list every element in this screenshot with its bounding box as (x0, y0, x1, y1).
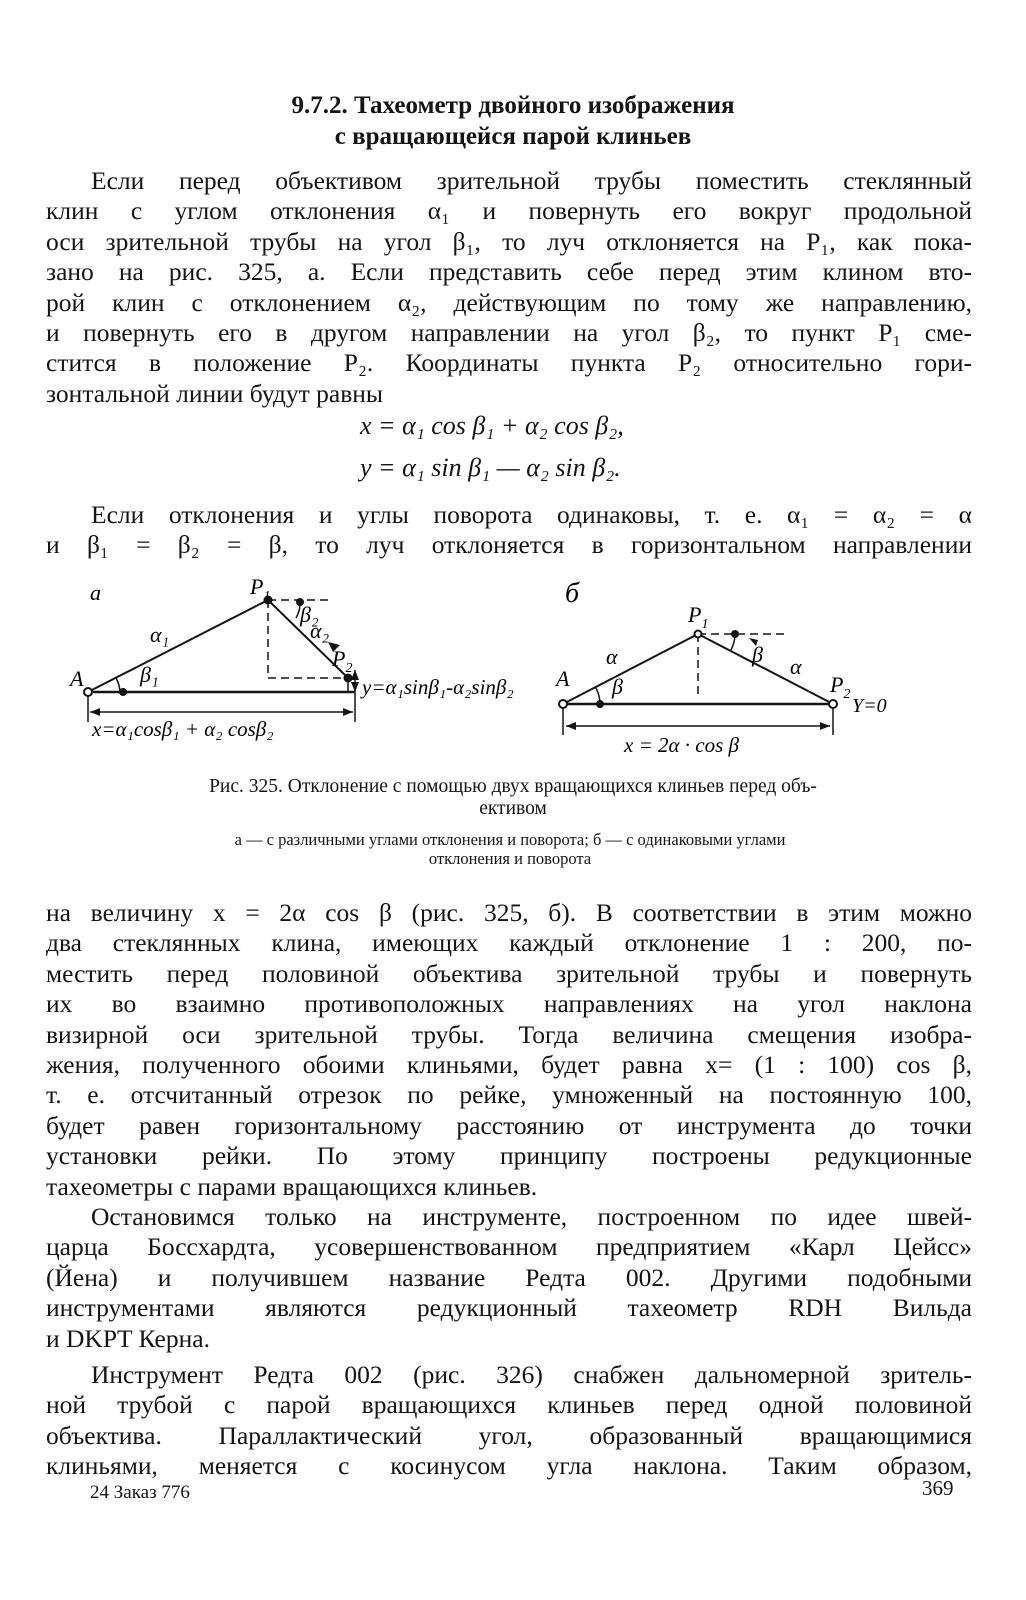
paragraph-line: (Йена) и получившем название Редта 002. Другими подобными (46, 1262, 972, 1292)
paragraph-line: и повернуть его в другом направлении на угол β₂, то пункт P₁ сме- (46, 318, 972, 348)
ray-alpha1 (88, 600, 268, 692)
paragraph-line: тахеометры с парами вращающихся клиньев. (46, 1171, 538, 1201)
page-number: 369 (922, 1476, 954, 1500)
paragraph-line: рой клин с отклонением α₂, действующим по тому же направлению, (46, 287, 972, 317)
paragraph-line: визирной оси зрительной трубы. Тогда величина смещения изобра- (46, 1019, 972, 1049)
paragraph-line: Инструмент Редта 002 (рис. 326) снабжен дальномерной зритель- (91, 1360, 972, 1389)
label-x-a: x=α₁cosβ₁ + α₂ cosβ₂ (92, 717, 274, 741)
label-x-b: x = 2α · cos β (624, 733, 739, 757)
figure-caption-line1: Рис. 325. Отклонение с помощью двух вращающихся клиньев перед объ- (209, 776, 817, 797)
paragraph-line: клин с углом отклонения α₁ и повернуть его вокруг продольной (46, 196, 972, 226)
label-p2-a: $P_2$ (332, 646, 353, 676)
ray-alpha-right (698, 634, 833, 704)
figure-325 (0, 570, 1026, 770)
paragraph-line: зано на рис. 325, а. Если представить себе перед этим клином вто- (46, 257, 972, 287)
paragraph-line: два стеклянных клина, имеющих каждый отклонение 1 : 200, по- (46, 928, 972, 958)
label-alpha-left: α (606, 644, 618, 669)
paragraph-line: оси зрительной трубы на угол β₁, то луч отклоняется на P₁, как пока- (46, 226, 972, 256)
paragraph-2 (46, 500, 972, 561)
label-beta1: β₁ (140, 662, 159, 687)
label-p1-b: $P_1$ (688, 602, 709, 632)
paragraph-1 (46, 166, 972, 409)
paragraph-line: т. е. отсчитанный отрезок по рейке, умноженный на постоянную 100, (46, 1080, 972, 1110)
equation-x: x = α₁ cos β₁ + α₂ cos β₂, (360, 411, 624, 440)
panel-label-a: а (90, 580, 101, 605)
paragraph-line: Остановимся только на инструменте, построенном по идее швей- (91, 1202, 972, 1231)
label-alpha2: α₂ (310, 618, 330, 643)
paragraph-line: их во взаимно противоположных направлениях на угол наклона (46, 989, 972, 1019)
paragraph-line: царца Боссхардта, усовершенствованном предприятием «Карл Цейсс» (46, 1232, 972, 1262)
paragraph-line: и DKPT Керна. (46, 1323, 210, 1353)
panel-label-b: б (565, 578, 580, 609)
label-p2-b: $P_2$ (830, 672, 851, 702)
label-point-a-b: A (556, 666, 570, 691)
label-beta-right: β (752, 642, 763, 667)
paragraph-line: инструментами являются редукционный тахеометр RDH Вильда (46, 1293, 972, 1323)
paragraph-line: объектива. Параллактический угол, образованный вращающимися (46, 1420, 972, 1450)
figure-legend-line2: отклонения и поворота (428, 849, 592, 868)
paragraph-3 (46, 898, 972, 1202)
paragraph-line: зонтальной линии будут равны (46, 378, 384, 408)
figure-legend-line1: а — с различными углами отклонения и поворота; б — с одинаковыми углами (234, 830, 786, 849)
paragraph-line: стится в положение P₂. Координаты пункта P₂ относительно гори- (46, 348, 972, 378)
paragraph-line: на величину x = 2α cos β (рис. 325, б). В соответствии в этим можно (46, 898, 972, 927)
paragraph-line: местить перед половиной объектива зрительной трубы и повернуть (46, 958, 972, 988)
paragraph-line: и β₁ = β₂ = β, то луч отклоняется в горизонтальном направлении (46, 530, 972, 560)
paragraph-line: установки рейки. По этому принципу построены редукционные (46, 1141, 972, 1171)
equation-y: y = α₁ sin β₁ — α₂ sin β₂. (360, 453, 621, 482)
paragraph-5 (46, 1360, 972, 1482)
label-beta2: β₂ (300, 602, 319, 627)
paragraph-line: жения, полученного обоими клиньями, будет равна x= (1 : 100) cos β, (46, 1050, 972, 1080)
section-title-line1: 9.7.2. Тахеометр двойного изображения (291, 92, 735, 119)
label-y-b: Y=0 (852, 695, 887, 717)
figure-caption-line2: ективом (479, 798, 547, 819)
paragraph-4 (46, 1202, 972, 1354)
paragraph-line: будет равен горизонтальному расстоянию от инструмента до точки (46, 1110, 972, 1140)
label-p1-a: $P_1$ (250, 574, 271, 604)
paragraph-line: Если перед объективом зрительной трубы поместить стеклянный (91, 166, 972, 195)
label-point-a-a: A (70, 666, 84, 691)
printer-signature: 24 Заказ 776 (90, 1482, 190, 1503)
paragraph-line: Если отклонения и углы поворота одинаковы, т. е. α₁ = α₂ = α (91, 500, 972, 529)
paragraph-line: ной трубой с парой вращающихся клиньев перед одной половиной (46, 1390, 972, 1420)
label-beta-left: β (612, 674, 623, 699)
label-y-a: y=α₁sinβ₁-α₂sinβ₂ (362, 675, 514, 699)
label-alpha1: α₁ (150, 622, 170, 647)
section-title-line2: с вращающейся парой клиньев (334, 123, 692, 150)
ray-alpha-left (563, 634, 698, 704)
label-alpha-right: α (790, 654, 802, 679)
paragraph-line: клиньями, меняется с косинусом угла наклона. Таким образом, (46, 1451, 972, 1481)
